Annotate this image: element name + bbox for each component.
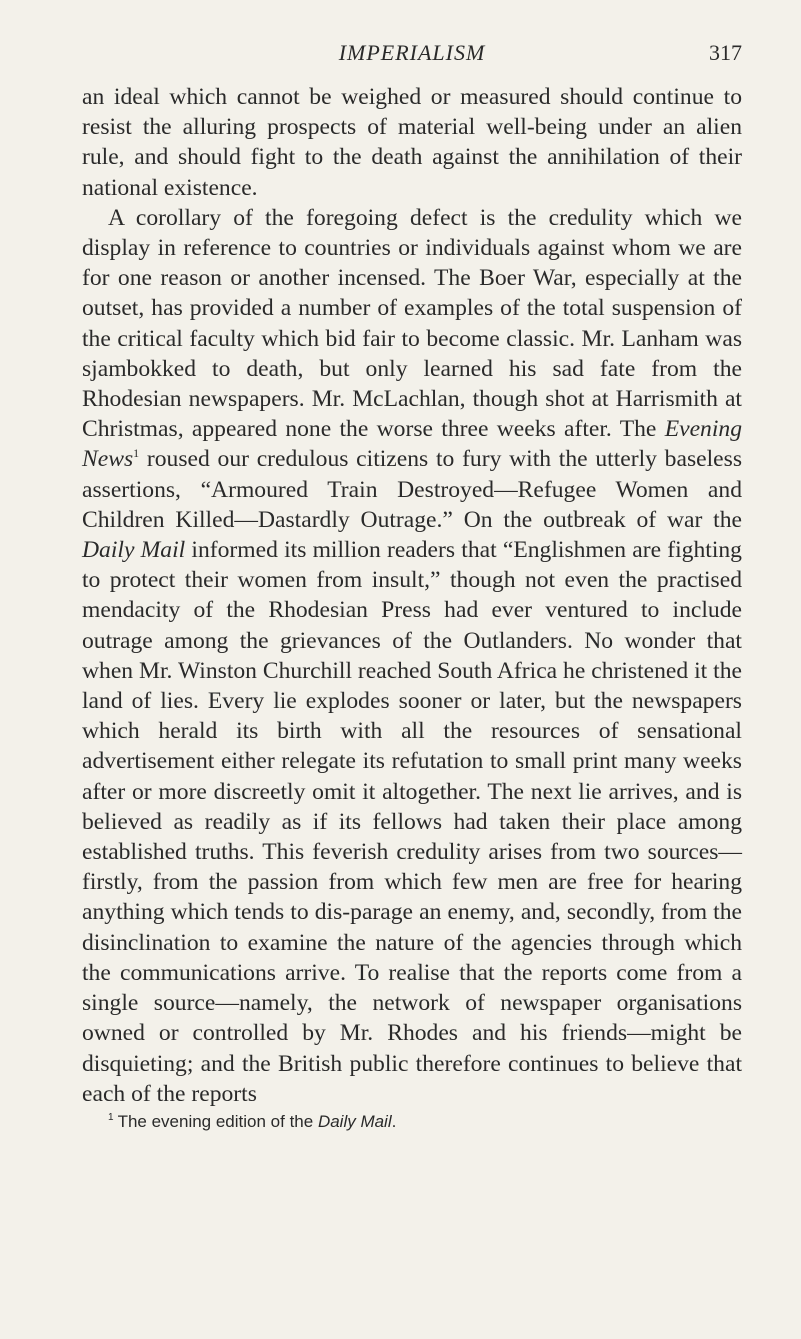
body-text [82,82,742,1109]
footnote-mark: 1 [108,1112,114,1124]
paragraph-text: informed its million readers that “Englishmen are fighting to protect their women from insult,” though not even the practised mendacity of the Rhodesian Press had ever ventured to include outrage among the grievances of the Outlanders. No wonder that when Mr. Winston Churchill reached South Africa he christened it the land of lies. Every lie explodes sooner or later, but the newspapers which herald its birth with all the resources of sensational advertisement either relegate its refutation to small print many weeks after or more discreetly omit it altogether. The next lie arrives, and is believed as readily as if its fellows had taken their place among established truths. This feverish credulity arises from two sources—firstly, from the passion from which few men are free for hearing anything which tends to dis-parage an enemy, and, secondly, from the disinclination to examine the nature of the agencies through which the communications arrive. To realise that the reports come from a single source—namely, the network of newspaper organisations owned or controlled by Mr. Rhodes and his friends—might be disquieting; and the British public therefore continues to believe that each of the reports [82,537,742,1107]
paragraph-text: roused our credulous citizens to fury with the utterly baseless assertions, “Armoured Train Destroyed—Refugee Women and Children Killed—Dastardly Outrage.” On the outbreak of war the [82,446,742,533]
page-number: 317 [709,40,742,65]
footnote-text: The evening edition of the [117,1111,318,1131]
running-head: IMPERIALISM [338,40,486,65]
footnote-end: . [391,1111,397,1131]
book-page [82,40,742,1133]
paragraph-text: A corollary of the foregoing defect is the credulity which we display in reference to countries or individuals against whom we are for one reason or another incensed. The Boer War, especially at the outset, has provided a number of examples of the total suspension of the critical faculty which bid fair to become classic. Mr. Lanham was sjambokked to death, but only learned his sad fate from the Rhodesian newspapers. Mr. McLachlan, though shot at Harrismith at Christmas, appeared none the worse three weeks after. The [82,204,742,443]
page-header [82,40,742,74]
footnote-reference: 1 [133,446,140,461]
newspaper-title: Evening News [82,416,742,473]
paragraph-credulity [82,203,742,1109]
footnote-newspaper-title: Daily Mail [317,1111,392,1131]
newspaper-title: Daily Mail [82,537,186,564]
footnote [82,1111,742,1133]
paragraph-continuation: an ideal which cannot be weighed or measured should continue to resist the alluring prospects of material well-being under an alien rule, and should fight to the death against the annihilation of their national existence. [82,84,742,201]
